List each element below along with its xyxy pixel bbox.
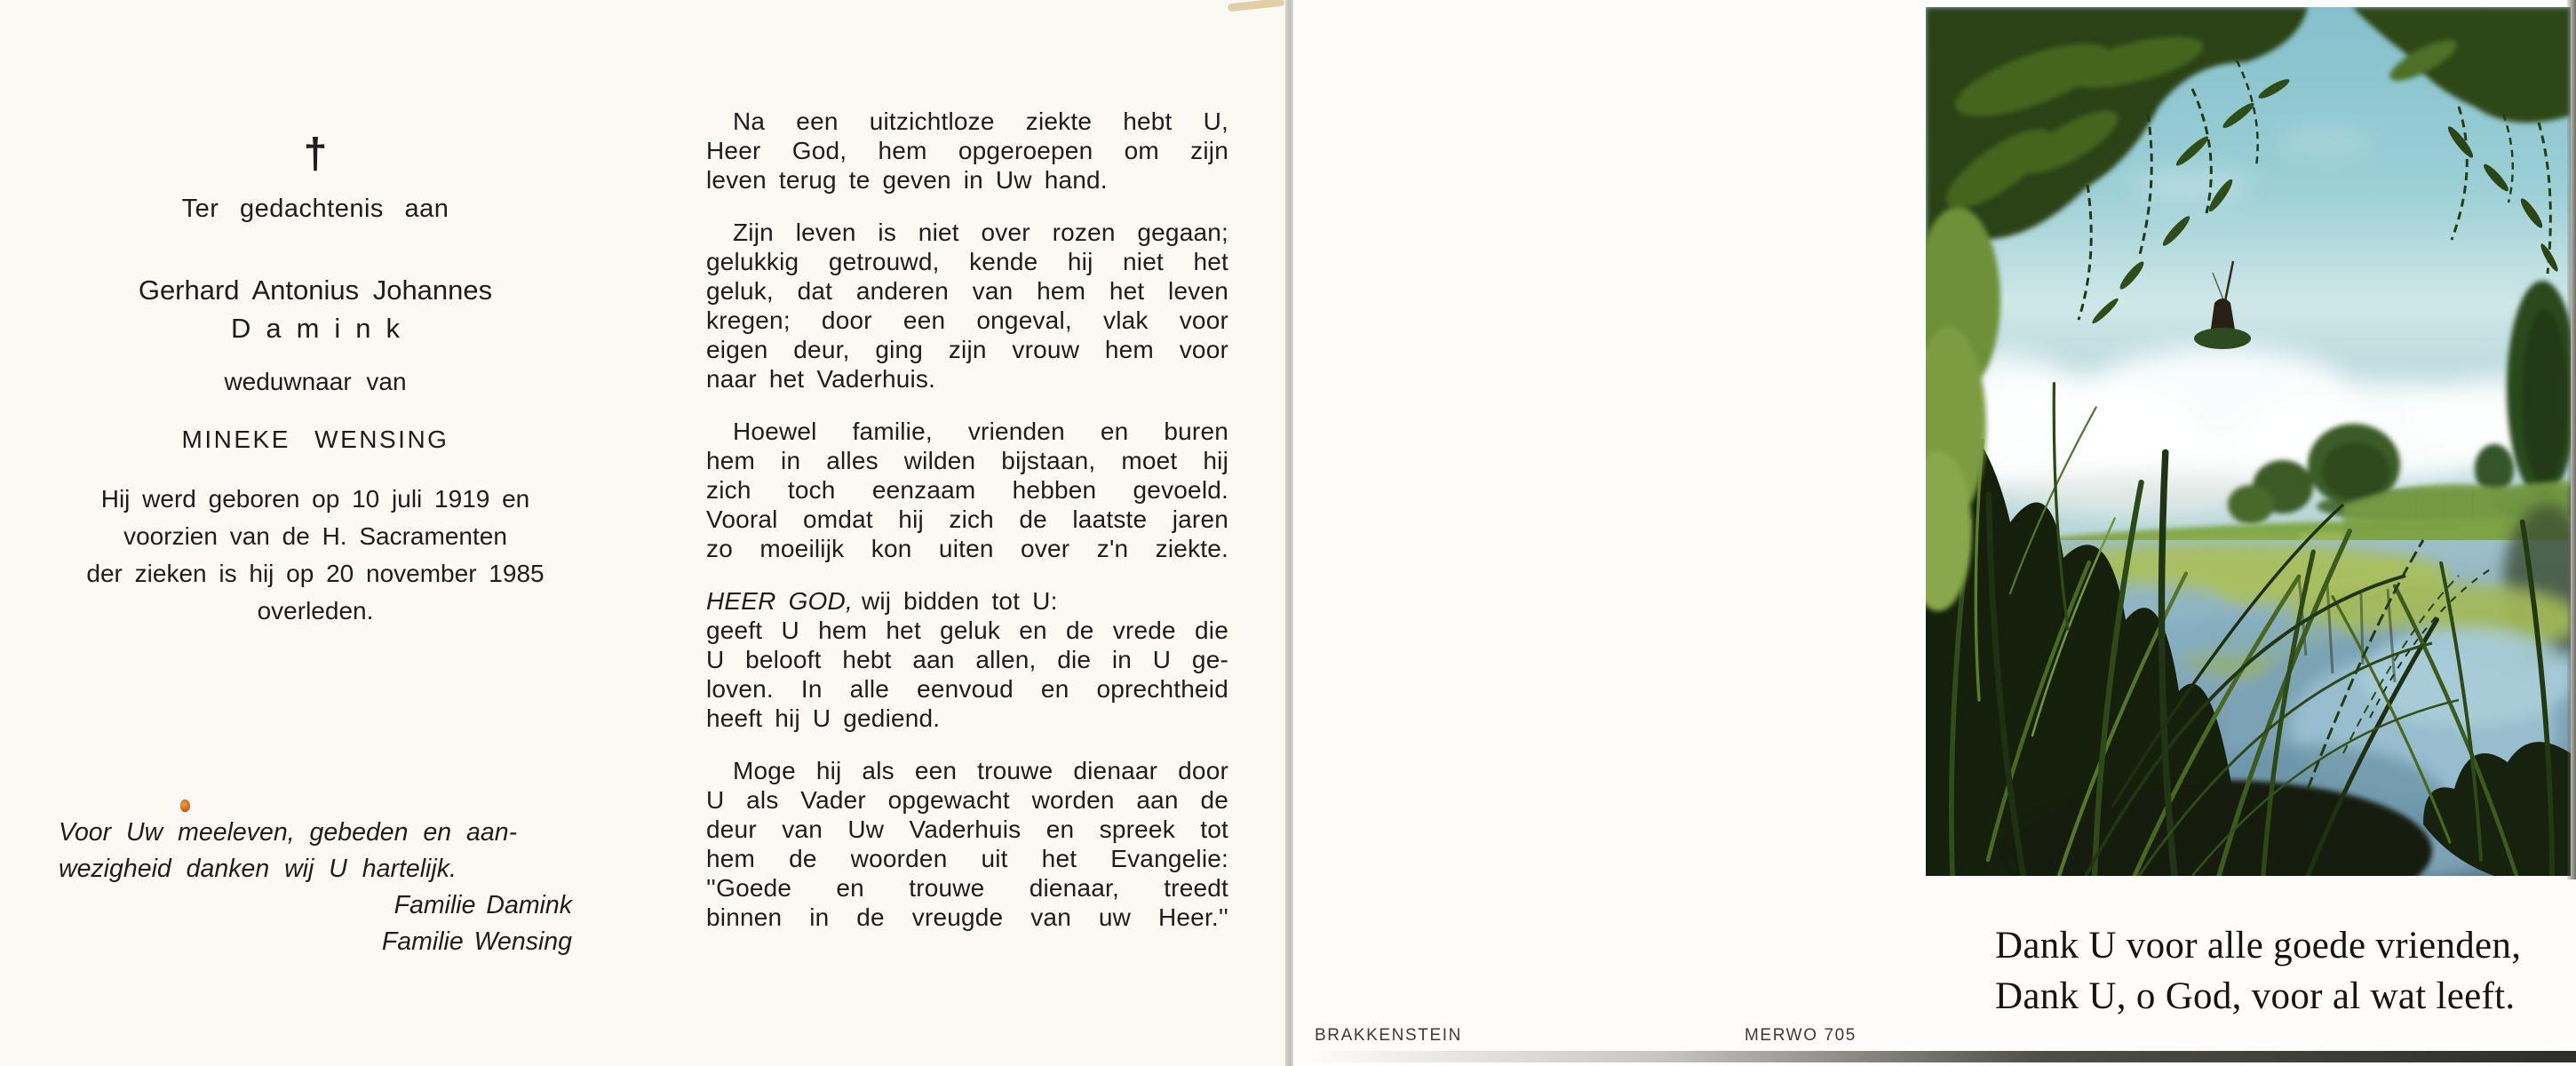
bio-line: overleden. — [257, 597, 374, 624]
print-code-label: MERWO 705 — [1745, 1026, 1856, 1045]
text-line: U als Vader opgewacht worden aan de — [706, 786, 1228, 814]
paragraph-3 — [706, 417, 1228, 563]
text-line: Heer God, hem opgeroepen om zijn — [706, 137, 1228, 164]
thanks-text — [59, 815, 578, 887]
text-line: geluk, dat anderen van hem het leven — [706, 277, 1228, 305]
paper-speck — [180, 800, 190, 812]
prayer-text-column — [706, 107, 1228, 955]
bio-line: der zieken is hij op 20 november 1985 — [86, 560, 545, 587]
prayer-address-rest: wij bidden tot U: — [861, 587, 1058, 615]
relation-label: weduwnaar van — [224, 368, 407, 395]
prayer-address: HEER GOD, — [706, 587, 853, 615]
cross-icon: † — [303, 131, 328, 178]
text-line: Vooral omdat hij zich de laatste jaren — [706, 505, 1228, 533]
text-line: kregen; door een ongeval, vlak voor — [706, 306, 1228, 334]
text-line: naar het Vaderhuis. — [706, 365, 936, 393]
biography-text — [49, 481, 582, 630]
family-signatures — [59, 887, 572, 960]
text-line: zich toch eenzaam hebben gevoeld. — [706, 476, 1228, 504]
bio-line: Hij werd geboren op 10 juli 1919 en — [100, 485, 530, 513]
verse-line: Dank U voor alle goede vrienden, — [1995, 925, 2522, 967]
text-line: Zijn leven is niet over rozen gegaan; — [733, 219, 1228, 246]
card-right-edge-shadow — [2567, 0, 2576, 879]
paragraph-5 — [706, 756, 1228, 932]
text-line: leven terug te geven in Uw hand. — [706, 166, 1108, 194]
text-line: hem de woorden uit het Evangelie: — [706, 845, 1228, 872]
text-line: eigen deur, ging zijn vrouw hem voor — [706, 336, 1228, 363]
thanks-line: Voor Uw meeleven, gebeden en aan- — [59, 818, 518, 847]
text-line: U belooft hebt aan allen, die in U ge- — [706, 646, 1228, 673]
text-line: binnen in de vreugde van uw Heer.'' — [706, 903, 1228, 931]
paragraph-2 — [706, 218, 1228, 394]
memorial-intro: Ter gedachtenis aan — [181, 195, 449, 223]
deceased-name-last: Damink — [230, 313, 416, 344]
text-line: geeft U hem het geluk en de vrede die — [706, 617, 1228, 644]
text-line: zo moeilijk kon uiten over z'n ziekte. — [706, 535, 1228, 562]
landscape-photo — [1926, 7, 2571, 876]
verse-line: Dank U, o God, voor al wat leeft. — [1995, 975, 2516, 1017]
text-line: gelukkig getrouwd, kende hij niet het — [706, 248, 1228, 275]
text-line: Moge hij als een trouwe dienaar door — [733, 757, 1228, 784]
text-line: ''Goede en trouwe dienaar, treedt — [706, 874, 1228, 902]
text-line — [706, 586, 1228, 616]
thanksgiving-verse — [1995, 920, 2521, 1022]
text-line: hem in alles wilden bijstaan, moet hij — [706, 447, 1228, 474]
printer-label: BRAKKENSTEIN — [1315, 1026, 1462, 1045]
card-bottom-edge-shadow — [1306, 1051, 2576, 1062]
text-line: loven. In alle eenvoud en oprechtheid — [706, 675, 1228, 703]
deceased-name-first: Gerhard Antonius Johannes — [138, 274, 493, 306]
card-fold-line — [1285, 0, 1293, 1066]
thanks-line: wezigheid danken wij U hartelijk. — [59, 855, 457, 883]
text-line: Na een uitzichtloze ziekte hebt U, — [733, 107, 1228, 135]
text-line: Hoewel familie, vrienden en buren — [733, 418, 1228, 445]
paragraph-1 — [706, 107, 1228, 195]
bio-line: voorzien van de H. Sacramenten — [123, 522, 507, 550]
family-line: Familie Damink — [394, 891, 572, 919]
spouse-name: MINEKE WENSING — [181, 426, 449, 453]
family-line: Familie Wensing — [381, 927, 572, 956]
paragraph-4 — [706, 586, 1228, 733]
text-line: deur van Uw Vaderhuis en spreek tot — [706, 815, 1228, 843]
text-line: heeft hij U gediend. — [706, 704, 941, 732]
